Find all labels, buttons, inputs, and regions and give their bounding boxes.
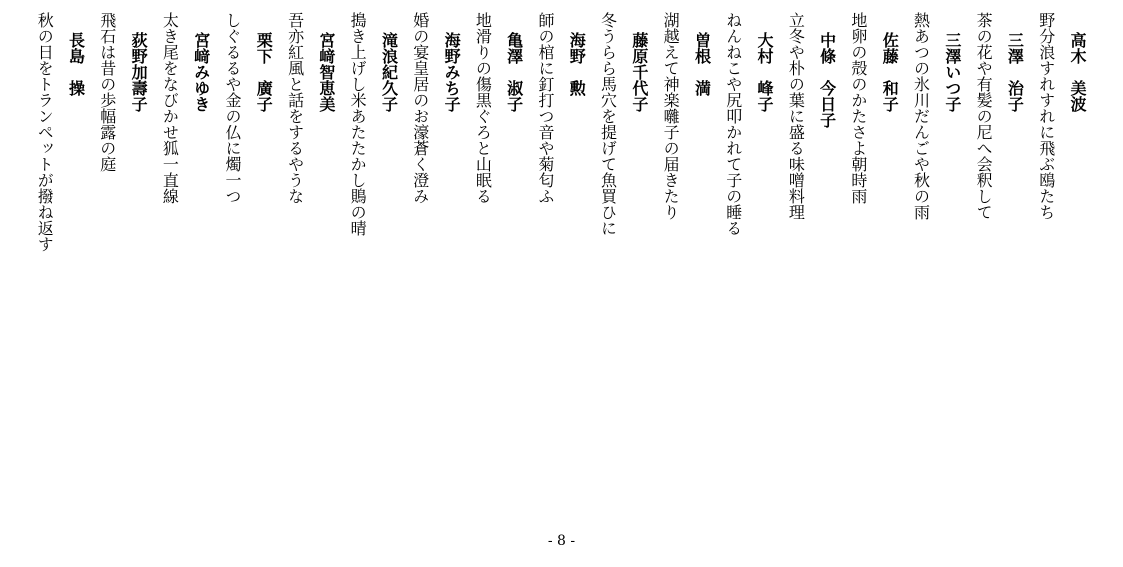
author-name: 海野 勲 [567, 32, 587, 96]
haiku-line: 搗き上げし米あたたかし鵙の晴 [348, 12, 368, 236]
author-name: 滝浪紀久子 [379, 32, 399, 112]
author-name: 三澤 治子 [1005, 32, 1025, 112]
author-name: 長島 操 [66, 32, 86, 96]
haiku-line: 熱あつの氷川だんごや秋の雨 [911, 12, 931, 220]
haiku-line: 吾亦紅風と話をするやうな [285, 12, 305, 204]
haiku-line: 地滑りの傷黒ぐろと山眠る [473, 12, 493, 204]
page-number: - 8 - [547, 533, 576, 549]
author-name: 宮﨑みゆき [191, 32, 211, 112]
author-name: 宮﨑智恵美 [316, 32, 336, 112]
author-name: 中條 今日子 [817, 32, 837, 128]
author-name: 荻野加壽子 [129, 32, 149, 112]
author-name: 栗下 廣子 [254, 32, 274, 112]
author-name: 高木 美波 [1068, 32, 1087, 112]
haiku-line: 茶の花や有髪の尼へ会釈して [974, 12, 994, 220]
haiku-line: 飛石は昔の歩幅露の庭 [97, 12, 117, 172]
haiku-line: 冬うらら馬穴を提げて魚買ひに [598, 12, 618, 236]
haiku-line: しぐるるや金の仏に燭一つ [222, 12, 242, 204]
haiku-line: 野分浪すれすれに飛ぶ鴎たち [1036, 12, 1056, 220]
author-name: 三澤いつ子 [942, 32, 962, 112]
haiku-line: 湖越えて神楽囃子の届きたり [661, 12, 681, 220]
haiku-line: 地卵の殻のかたさよ朝時雨 [848, 12, 868, 204]
haiku-line: 立冬や朴の葉に盛る味噌料理 [786, 12, 806, 220]
author-name: 亀澤 淑子 [504, 32, 524, 112]
author-name: 藤原千代子 [629, 32, 649, 112]
haiku-line: 太き尾をなびかせ狐一直線 [160, 12, 180, 204]
author-name: 佐藤 和子 [880, 32, 900, 112]
author-name: 海野みち子 [442, 32, 462, 112]
haiku-line: 師の棺に釘打つ音や菊匂ふ [535, 12, 555, 204]
haiku-line: 秋の日をトランペットが撥ね返す [35, 12, 55, 252]
author-name: 曽根 満 [692, 32, 712, 96]
haiku-line: ねんねこや尻叩かれて子の睡る [723, 12, 743, 236]
author-name: 大村 峰子 [755, 32, 775, 112]
haiku-column-block [29, 12, 1093, 312]
haiku-line: 婚の宴皇居のお濠蒼く澄み [410, 12, 430, 204]
